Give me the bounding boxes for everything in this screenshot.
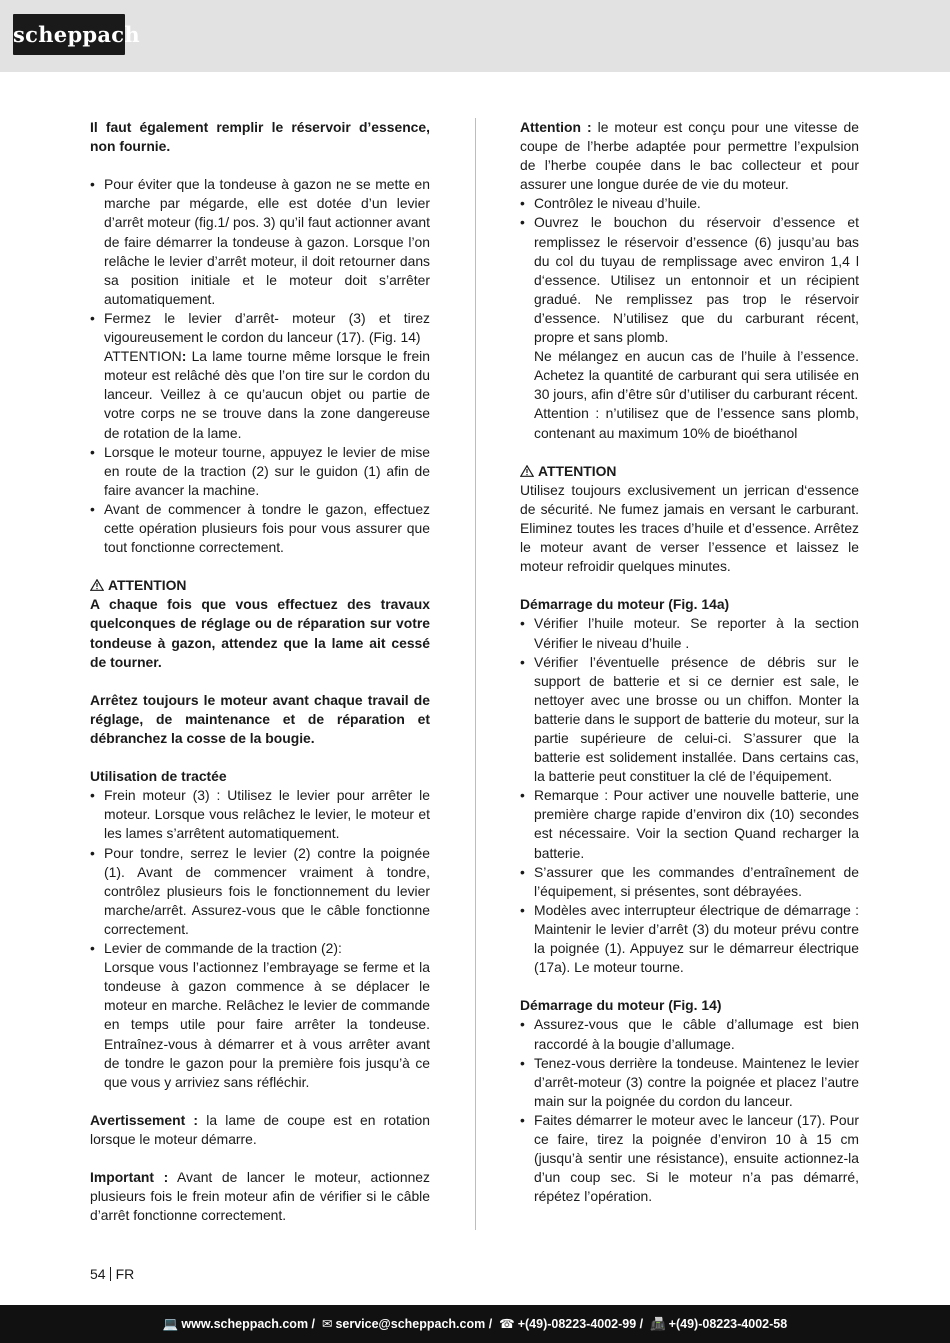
left-column [90, 118, 430, 1225]
page-separator [110, 1267, 111, 1281]
warning-paragraph: Avertissement : la lame de coupe est en rotation lorsque le moteur démarre. [90, 1111, 430, 1147]
header-bar [0, 0, 950, 72]
important-paragraph: Important : Avant de lancer le moteur, actionnez plusieurs fois le frein moteur afin de vérifier si le câble d’arrêt fonctionne correctement. [90, 1169, 430, 1224]
start-14-heading: Démarrage du moteur (Fig. 14) [520, 997, 722, 1014]
brand-logo: scheppach [13, 14, 125, 55]
warning-triangle-icon [90, 579, 104, 591]
list-item: • Assurez-vous que le câble d’allumage est bien raccordé à la bougie d’allumage. [520, 1015, 859, 1053]
fax-icon: 📠 [650, 1317, 666, 1331]
attention-note: ATTENTION: La lame tourne même lorsque le frein moteur est relâché dès que l’on tire sur le cordon du lanceur. Veillez à ce qu’aucun objet ou partie de votre corps ne se trouve dans la zone dangereuse de rotation de la lame. [104, 348, 430, 441]
attention-heading: ATTENTION [90, 576, 430, 595]
list-item: • Tenez-vous derrière la tondeuse. Maintenez le levier d’arrêt-moteur (3) contre la poignée et placez l’autre main sur la poignée du cordon du lanceur. [520, 1054, 859, 1111]
important-label: Important : [90, 1169, 169, 1186]
language-code: FR [115, 1266, 135, 1282]
attention-text: Utilisez toujours exclusivement un jerrican d‘essence de sécurité. Ne fumez jamais en versant le carburant. Eliminez toutes les traces d’huile et d’essence. Arrêtez le moteur avant de verser l’essence et laissez le moteur refroidir quelques minutes. [520, 481, 859, 575]
attention-text: A chaque fois que vous effectuez des travaux quelconques de réglage ou de réparation sur votre tondeuse à gazon, attendez que la lame ait cessé de tourner. [90, 596, 430, 670]
footer-bar [0, 1305, 950, 1343]
list-item: • Vérifier l’éventuelle présence de débris sur le support de batterie et si ce dernier est sale, le nettoyer avec une brosse ou un chiffon. Monter la batterie dans le support de batterie du moteur, sur la partie supérieure de celui-ci. S’assurer que la batterie est solidement installée. Dans certains cas, la batterie peut constituer la clé de l’équipement. [520, 653, 859, 787]
column-divider [475, 118, 476, 1230]
warning-label: Avertissement : [90, 1111, 199, 1128]
list-item-text: • Levier de commande de la traction (2): [104, 940, 342, 957]
list-item: • Remarque : Pour activer une nouvelle batterie, une première charge rapide d’environ dix (10) secondes est nécessaire. Voir la section Quand recharger la batterie. [520, 786, 859, 862]
stop-engine-text: Arrêtez toujours le moteur avant chaque travail de réglage, de maintenance et de réparation et débranchez la cosse de la bougie. [90, 691, 430, 746]
traction-heading: Utilisation de tractée [90, 768, 227, 785]
traction-list [90, 786, 430, 1092]
footer-website[interactable]: www.scheppach.com / [181, 1317, 316, 1331]
page-number: 54 FR [90, 1266, 135, 1282]
list-item: • Avant de commencer à tondre le gazon, effectuez cette opération plusieurs fois pour vous assurer que tout fonctionne correctement. [90, 500, 430, 557]
attention-label: Attention : [520, 119, 592, 135]
attention-paragraph: Attention : le moteur est conçu pour une vitesse de coupe de l’herbe adaptée pour permettre l’expulsion de l’herbe coupée dans le bac collecteur et pour assurer une longue durée de vie du moteur. [520, 119, 859, 193]
attention-label: ATTENTION [104, 348, 182, 365]
list-item: • Vérifier l’huile moteur. Se reporter à la section Vérifier le niveau d’huile . [520, 614, 859, 652]
bullet-list [90, 175, 430, 557]
right-column [520, 118, 859, 1206]
bullet-list [520, 194, 859, 442]
list-item-continuation: Lorsque vous l’actionnez l’embrayage se ferme et la tondeuse à gazon commence à se déplacer le moteur en marche. Relâchez le levier de commande en temps utile pour faire arrêter la tondeuse. Entraînez-vous à démarrer et à vous arrêter avant de tondre le gazon pour la première fois jusqu’à ce que vous y arriviez sans réfléchir. [104, 959, 430, 1090]
list-item: • Frein moteur (3) : Utilisez le levier pour arrêter le moteur. Lorsque vous relâchez le levier, le moteur et les lames s’arrêtent automatiquement. [90, 786, 430, 843]
list-item: • Pour éviter que la tondeuse à gazon ne se mette en marche par mégarde, elle est dotée d’un levier d’arrêt moteur (fig.1/ pos. 3) qu’il faut actionner avant de faire démarrer la tondeuse à gazon. Lorsque l’on relâche le levier d’arrêt moteur, il doit retourner dans sa position initiale et le moteur doit s’arrêter automatiquement. [90, 175, 430, 309]
footer-email[interactable]: service@scheppach.com / [335, 1317, 493, 1331]
list-item: • Contrôlez le niveau d’huile. [520, 194, 859, 213]
list-item-text: • Fermez le levier d’arrêt- moteur (3) et tirez vigoureusement le cordon du lanceur (17). (Fig. 14) [104, 309, 430, 346]
start-14a-list [520, 614, 859, 977]
footer-phone: +(49)-08223-4002-99 / [517, 1317, 644, 1331]
intro-text: Il faut également remplir le réservoir d’essence, non fournie. [90, 119, 430, 155]
start-14-list [520, 1015, 859, 1206]
warning-triangle-icon [520, 465, 534, 477]
footer-fax: +(49)-08223-4002-58 [668, 1317, 788, 1331]
list-item-text: • Ouvrez le bouchon du réservoir d’essence et remplissez le réservoir d’essence (6) jusqu’au bas du col du tuyau de remplissage avec environ 1,4 l d‘essence. Utilisez un entonnoir et un récipient gradué. Ne remplissez pas trop le réservoir d’essence. N’utilisez que du carburant récent, propre et sans plomb. [534, 214, 859, 346]
list-item [90, 939, 430, 1092]
start-14a-heading: Démarrage du moteur (Fig. 14a) [520, 596, 730, 613]
list-item-continuation: Ne mélangez en aucun cas de l’huile à l’essence. Achetez la quantité de carburant qui sera utilisée en 30 jours, afin d’être sûr d’utiliser du carburant récent. [534, 348, 859, 403]
attention-note-text: La lame tourne même lorsque le frein moteur est relâché dès que l’on tire sur le cordon du lanceur. Veillez à ce qu’aucun objet ou partie de votre corps ne se trouve dans la zone dangereuse de rotation de la lame. [104, 348, 430, 441]
list-item-continuation: Attention : n’utilisez que de l’essence sans plomb, contenant au maximum 10% de bioéthanol [534, 405, 859, 441]
list-item: • Lorsque le moteur tourne, appuyez le levier de mise en route de la traction (2) sur le guidon (1) afin de faire avancer la machine. [90, 443, 430, 500]
computer-icon: 💻 [162, 1317, 179, 1331]
list-item: • Faites démarrer le moteur avec le lanceur (17). Pour ce faire, tirez la poignée d’environ 10 à 15 cm (jusqu’à sentir une résistance), ensuite actionnez-la d’un coup sec. Si le moteur n’a pas démarré, répétez l’opération. [520, 1111, 859, 1206]
list-item: • Modèles avec interrupteur électrique de démarrage : Maintenir le levier d’arrêt (3) du moteur prévu contre la poignée (1). Appuyez sur le démarreur électrique (17a). Le moteur tourne. [520, 901, 859, 977]
attention-heading: ATTENTION [520, 462, 859, 481]
list-item [520, 213, 859, 442]
list-item: • Pour tondre, serrez le levier (2) contre la poignée (1). Avant de commencer vraiment à tondre, contrôlez plusieurs fois le fonctionnement du levier marche/arrêt. Assurez-vous que le câble fonctionne correctement. [90, 844, 430, 939]
phone-icon: ☎ [499, 1317, 515, 1331]
list-item [90, 309, 430, 443]
list-item: • S’assurer que les commandes d’entraînement de l’équipement, si présentes, sont débrayées. [520, 863, 859, 901]
mail-icon: ✉ [321, 1317, 333, 1331]
